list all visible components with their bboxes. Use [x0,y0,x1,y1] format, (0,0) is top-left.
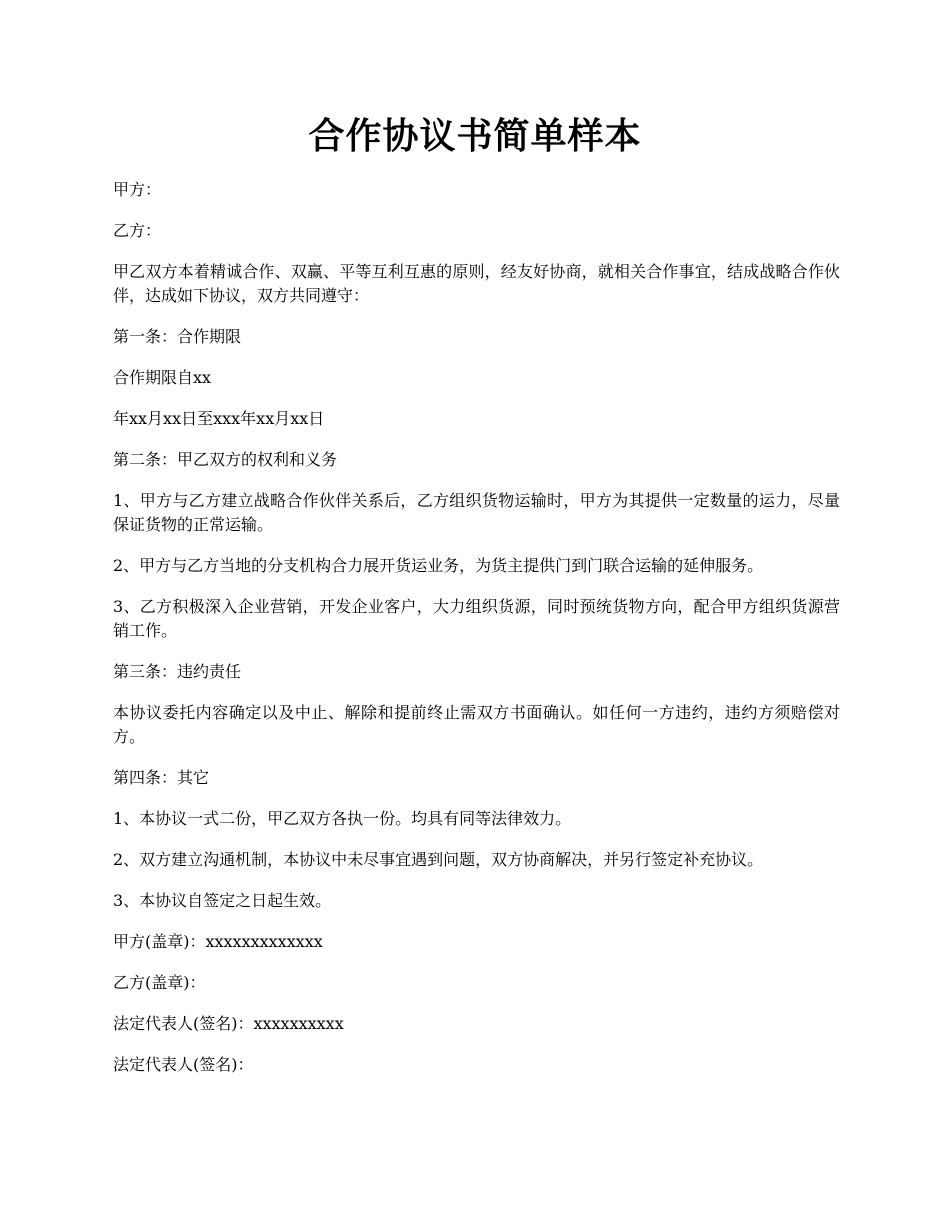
party-a-line: 甲方： [113,180,162,199]
article-2-clause-1: 1、甲方与乙方建立战略合作伙伴关系后，乙方组织货物运输时，甲方为其提供一定数量的运力，尽量保证货物的正常运输。 [113,491,840,534]
article-2-heading: 第二条：甲乙双方的权利和义务 [113,450,338,469]
article-4-clause-1: 1、本协议一式二份，甲乙双方各执一份。均具有同等法律效力。 [113,809,572,828]
party-b-seal-line: 乙方(盖章)： [113,973,206,992]
article-4-heading: 第四条：其它 [113,768,210,787]
party-a-seal-line: 甲方(盖章)：xxxxxxxxxxxxx [113,932,323,951]
document-title: 合作协议书简单样本 [308,115,642,157]
preamble-paragraph: 甲乙双方本着精诚合作、双赢、平等互利互惠的原则，经友好协商，就相关合作事宜，结成战略合作伙伴，达成如下协议，双方共同遵守： [113,262,840,305]
representative-signature-line-2: 法定代表人(签名)： [113,1055,254,1074]
article-1-heading: 第一条：合作期限 [113,327,242,346]
party-b-line: 乙方： [113,221,162,240]
article-4-clause-2: 2、双方建立沟通机制，本协议中未尽事宜遇到问题，双方协商解决，并另行签定补充协议。 [113,850,764,869]
term-start-line: 合作期限自xx [113,368,212,387]
article-3-heading: 第三条：违约责任 [113,662,242,681]
representative-signature-line-1: 法定代表人(签名)：xxxxxxxxxx [113,1014,344,1033]
article-2-clause-2: 2、甲方与乙方当地的分支机构合力展开货运业务，为货主提供门到门联合运输的延伸服务。 [113,556,764,575]
article-4-clause-3: 3、本协议自签定之日起生效。 [113,891,332,910]
article-2-clause-3: 3、乙方积极深入企业营销，开发企业客户，大力组织货源，同时预统货物方向，配合甲方组织货源营销工作。 [113,597,840,640]
article-3-clause: 本协议委托内容确定以及中止、解除和提前终止需双方书面确认。如任何一方违约，违约方须赔偿对方。 [113,703,840,746]
term-range-line: 年xx月xx日至xxx年xx月xx日 [113,409,325,428]
document-body [113,178,840,1094]
